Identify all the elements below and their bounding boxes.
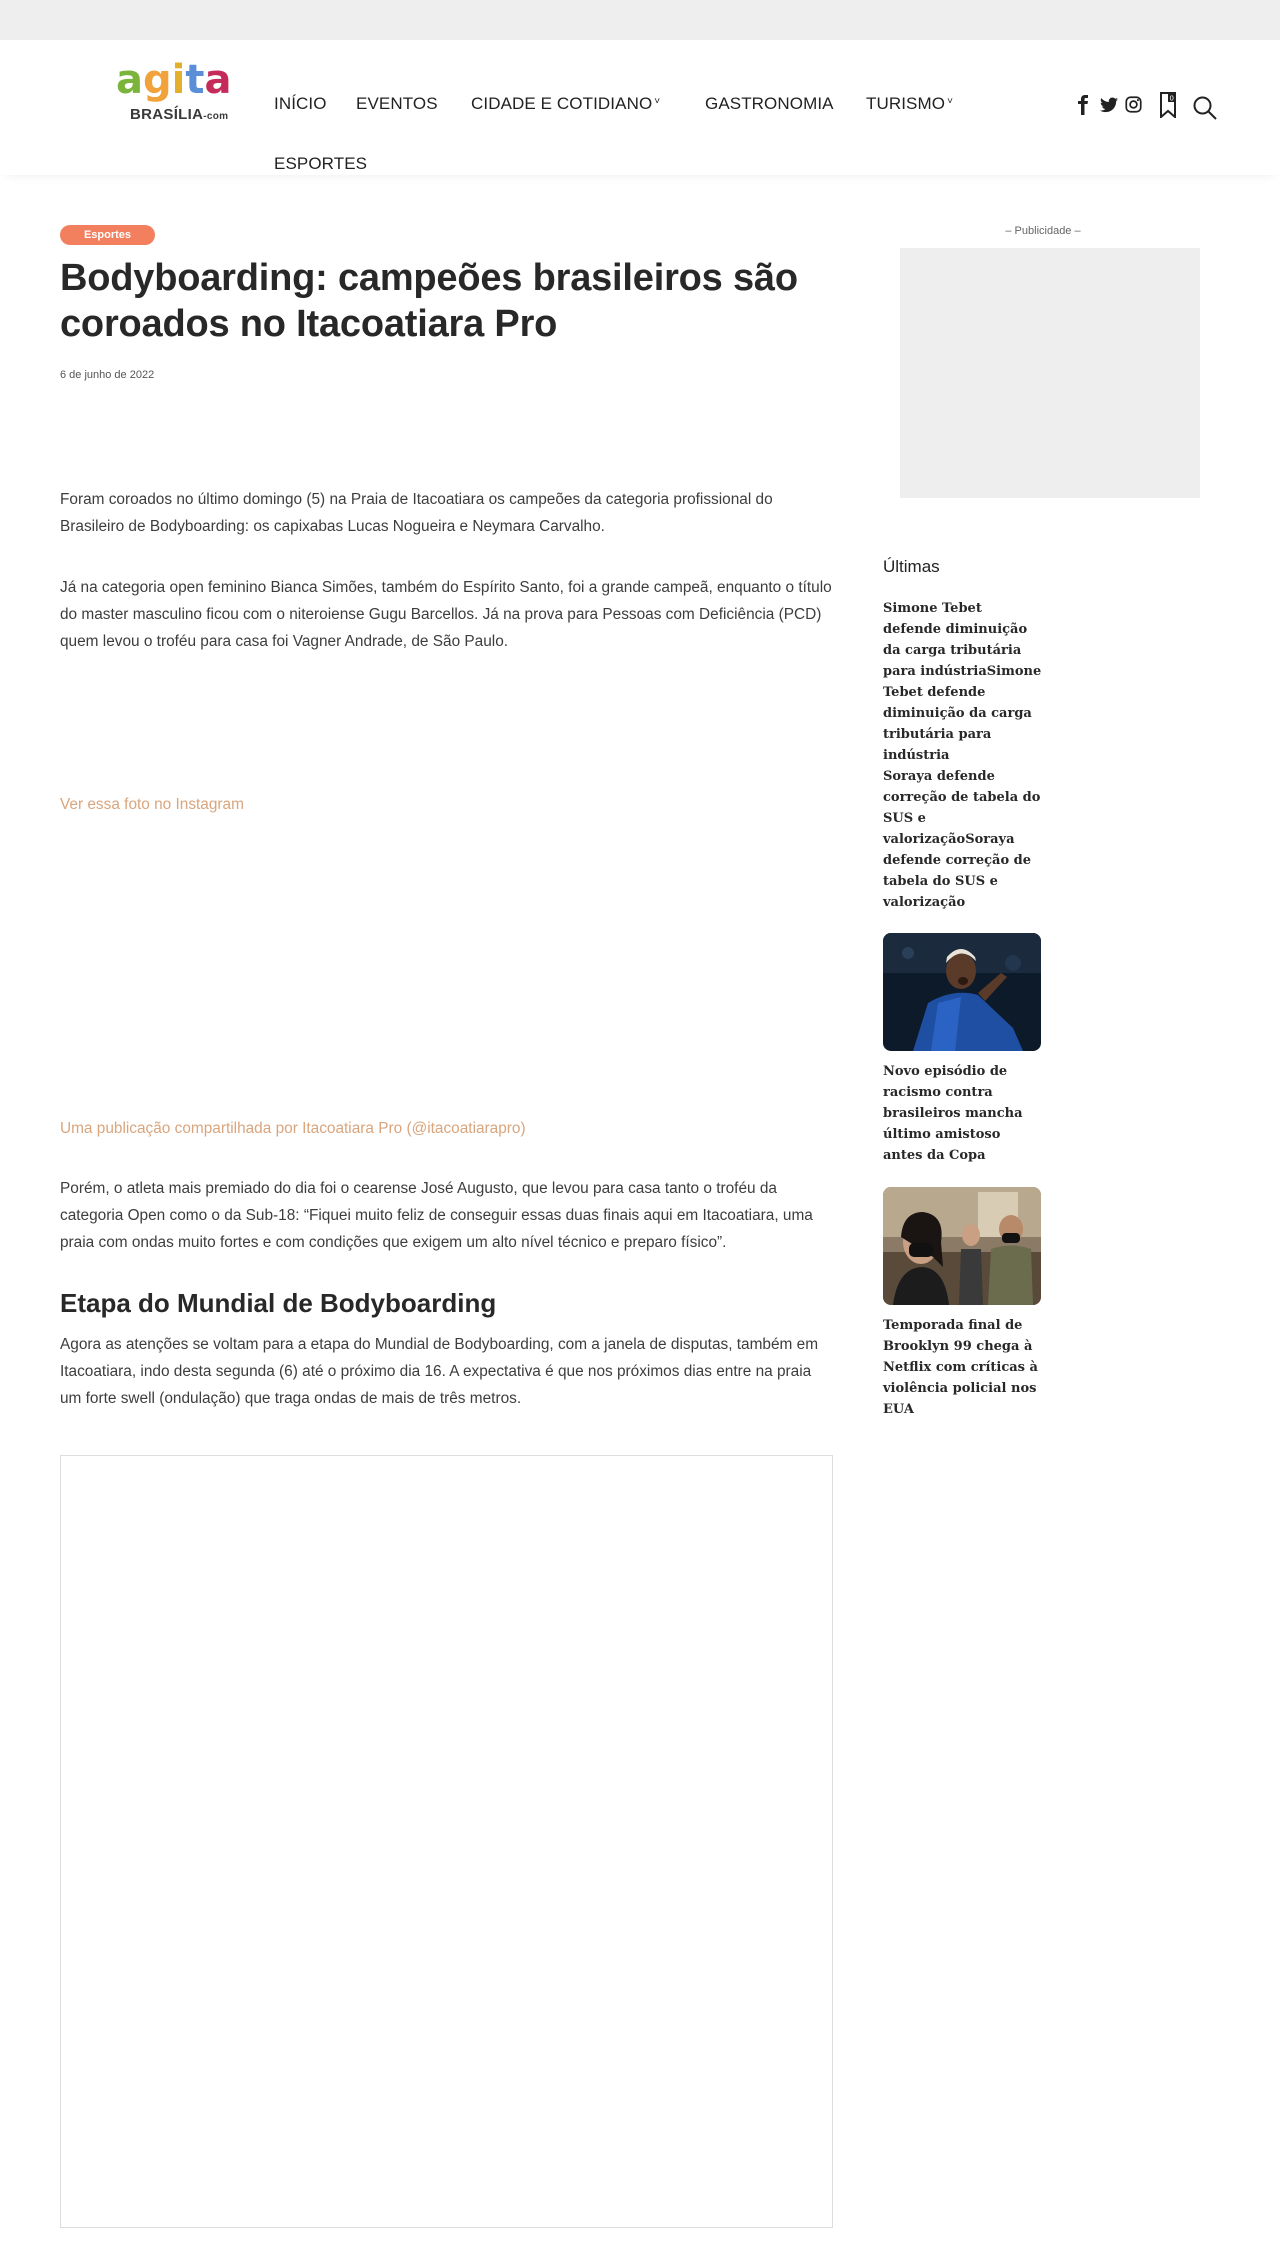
site-header — [0, 40, 1280, 175]
article-paragraph: Foram coroados no último domingo (5) na Praia de Itacoatiara os campeões da categoria profissional do Brasileiro de Bodyboarding: os capixabas Lucas Nogueira e Neymara Carvalho. — [60, 491, 773, 535]
category-badge[interactable]: Esportes — [60, 225, 155, 245]
article-paragraph: Já na categoria open feminino Bianca Simões, também do Espírito Santo, foi a grande campeã, enquanto o título do master masculino ficou com o niteroiense Gugu Barcellos. Já na prova para Pessoas com Deficiência (PCD) quem levou o troféu para casa foi Vagner Andrade, de São Paulo. — [60, 579, 832, 650]
top-bar — [0, 0, 1280, 40]
logo-letter: a — [204, 57, 232, 103]
instagram-shared-link[interactable]: Uma publicação compartilhada por Itacoatiara Pro (@itacoatiarapro) — [60, 1120, 526, 1137]
nav-item-cidade-e-cotidiano[interactable]: CIDADE E COTIDIANO ˅ — [471, 94, 661, 113]
post-thumbnail[interactable] — [883, 933, 1041, 1051]
post-thumbnail[interactable] — [883, 1187, 1041, 1305]
ad-label: – Publicidade – — [1005, 225, 1081, 237]
svg-text:0: 0 — [1169, 94, 1174, 103]
latest-post-link[interactable]: Simone Tebet defende diminuição da carga tributária para indústriaSimone Tebet defende diminuição da carga tributária para indústria — [883, 601, 1042, 763]
site-logo[interactable] — [116, 52, 246, 122]
logo-letter: a — [116, 57, 143, 103]
article-paragraph: Agora as atenções se voltam para a etapa do Mundial de Bodyboarding, com a janela de disputas, também em Itacoatiara, indo desta segunda (6) até o próximo dia 16. A expectativa é que nos próximos dias entre na praia um forte swell (ondulação) que traga ondas de mais de três metros. — [60, 1336, 819, 1407]
search-icon[interactable] — [1192, 95, 1218, 121]
twitter-icon[interactable] — [1100, 97, 1118, 113]
logo-letter: g — [143, 57, 172, 103]
bookmark-icon[interactable] — [1159, 92, 1177, 118]
latest-heading: Últimas — [883, 557, 940, 576]
ad-slot[interactable] — [900, 248, 1200, 498]
nav-item-inicio[interactable]: INÍCIO — [274, 94, 327, 113]
embed-frame[interactable] — [60, 1455, 833, 2228]
instagram-view-link[interactable]: Ver essa foto no Instagram — [60, 796, 244, 813]
instagram-icon[interactable] — [1125, 96, 1142, 113]
article-date: 6 de junho de 2022 — [60, 369, 155, 381]
latest-post-link[interactable]: Soraya defende correção de tabela do SUS e valorizaçãoSoraya defende correção de tabela do SUS e valorização — [883, 769, 1041, 910]
nav-item-eventos[interactable]: EVENTOS — [356, 94, 438, 113]
chevron-down-icon: ˅ — [654, 96, 661, 107]
nav-item-esportes[interactable]: ESPORTES — [274, 154, 368, 173]
logo-letter: i — [171, 57, 186, 103]
nav-item-turismo[interactable]: TURISMO ˅ — [866, 94, 954, 113]
article-paragraph: Porém, o atleta mais premiado do dia foi o cearense José Augusto, que levou para casa tanto o troféu da categoria Open como o da Sub-18: “Fiquei muito feliz de conseguir essas duas finais aqui em Itacoatiara, uma praia com ondas muito fortes e com condições que exigem um alto nível técnico e preparo físico”. — [60, 1180, 813, 1251]
nav-item-gastronomia[interactable]: GASTRONOMIA — [705, 94, 834, 113]
latest-post-link[interactable]: Novo episódio de racismo contra brasileiros mancha último amistoso antes da Copa — [883, 1064, 1023, 1163]
section-heading: Etapa do Mundial de Bodyboarding — [60, 1288, 497, 1318]
article-title: Bodyboarding: campeões brasileiros são coroados no Itacoatiara Pro — [60, 257, 798, 345]
facebook-icon[interactable] — [1076, 95, 1090, 115]
chevron-down-icon: ˅ — [947, 96, 954, 107]
player-photo-image — [883, 933, 1041, 1051]
logo-subtitle: BRASÍLIA-com — [130, 106, 229, 123]
logo-letter: t — [185, 57, 205, 103]
tv-show-photo-image — [883, 1187, 1041, 1305]
logo-word — [116, 52, 232, 103]
latest-post-link[interactable]: Temporada final de Brooklyn 99 chega à Netflix com críticas à violência policial nos EUA — [883, 1318, 1038, 1417]
